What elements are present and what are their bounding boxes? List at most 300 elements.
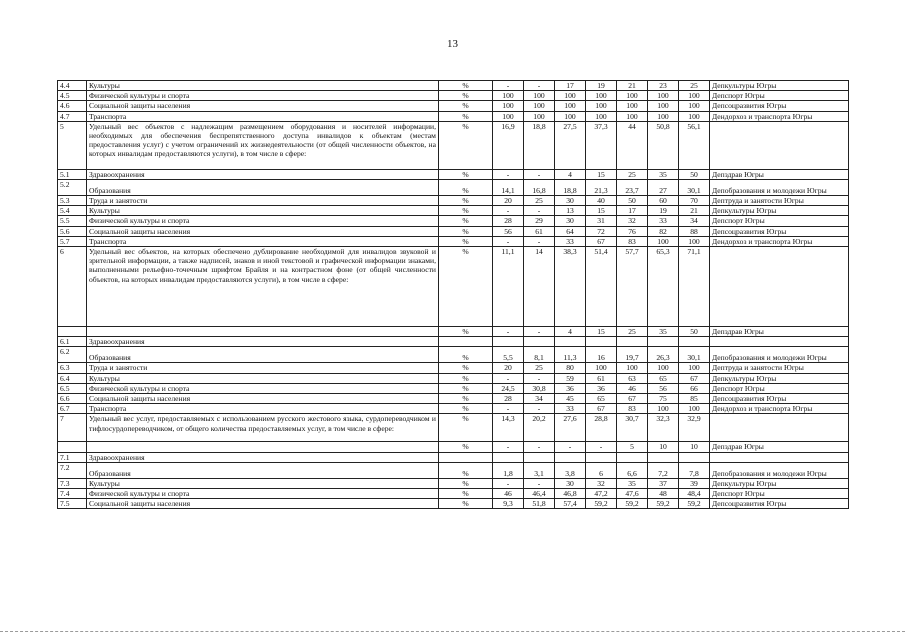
table-row	[58, 91, 849, 101]
row-unit: %	[439, 169, 493, 179]
row-value: -	[493, 236, 524, 246]
row-value: 100	[617, 101, 648, 111]
row-value: 35	[648, 327, 679, 337]
row-number: 5	[58, 121, 87, 169]
row-value: 32	[586, 478, 617, 488]
row-value: -	[524, 373, 555, 383]
row-value: 36	[555, 383, 586, 393]
row-value: 100	[679, 236, 710, 246]
row-number	[58, 327, 87, 337]
row-value: 88	[679, 226, 710, 236]
row-number: 5.6	[58, 226, 87, 236]
row-value: 35	[617, 478, 648, 488]
row-number: 5.7	[58, 236, 87, 246]
row-value: -	[524, 442, 555, 452]
row-value	[617, 452, 648, 462]
row-unit: %	[439, 91, 493, 101]
indicator-table	[57, 80, 849, 509]
row-value: 16,9	[493, 121, 524, 169]
row-description: Социальной защиты населения	[87, 226, 439, 236]
row-value: 28,8	[586, 414, 617, 442]
row-value: -	[493, 327, 524, 337]
row-unit: %	[439, 383, 493, 393]
row-number: 7.1	[58, 452, 87, 462]
row-description: Транспорта	[87, 404, 439, 414]
row-value: 23	[648, 81, 679, 91]
row-value: 100	[586, 363, 617, 373]
table-row	[58, 442, 849, 452]
row-responsible: Депобразования и молодежи Югры	[710, 347, 849, 363]
row-responsible	[710, 414, 849, 442]
row-unit	[439, 337, 493, 347]
row-description: Социальной защиты населения	[87, 499, 439, 509]
row-value: 56	[648, 383, 679, 393]
row-responsible: Депсоцразвития Югры	[710, 394, 849, 404]
row-number: 4.6	[58, 101, 87, 111]
row-value: 46,4	[524, 489, 555, 499]
row-value: 50	[617, 196, 648, 206]
row-value: 61	[586, 373, 617, 383]
row-value	[555, 452, 586, 462]
row-unit	[439, 452, 493, 462]
row-description	[87, 327, 439, 337]
row-value: 100	[524, 101, 555, 111]
row-value: 11,1	[493, 247, 524, 327]
row-description: Транспорта	[87, 236, 439, 246]
row-responsible	[710, 452, 849, 462]
row-value: 65	[586, 394, 617, 404]
row-responsible: Депсоцразвития Югры	[710, 499, 849, 509]
row-value: 5,5	[493, 347, 524, 363]
row-value: -	[493, 478, 524, 488]
table-body	[58, 81, 849, 509]
row-value: -	[524, 327, 555, 337]
row-value: -	[524, 404, 555, 414]
row-value: 25	[524, 196, 555, 206]
row-number: 6.5	[58, 383, 87, 393]
row-value: 21	[617, 81, 648, 91]
table-row	[58, 363, 849, 373]
row-number: 7.2	[58, 462, 87, 478]
row-description: Здравоохранения	[87, 169, 439, 179]
row-value: 21	[679, 206, 710, 216]
row-value: 27,6	[555, 414, 586, 442]
row-value: 65	[648, 373, 679, 383]
row-value: 18,8	[555, 180, 586, 196]
row-value: 47,6	[617, 489, 648, 499]
row-description: Образования	[87, 462, 439, 478]
row-unit: %	[439, 499, 493, 509]
row-value: 10	[679, 442, 710, 452]
row-value: 100	[493, 91, 524, 101]
row-value	[648, 452, 679, 462]
row-responsible: Депсоцразвития Югры	[710, 226, 849, 236]
row-value: 59,2	[648, 499, 679, 509]
table-row	[58, 327, 849, 337]
row-description: Физической культуры и спорта	[87, 383, 439, 393]
row-responsible: Дендорхоз и транспорта Югры	[710, 404, 849, 414]
row-description: Физической культуры и спорта	[87, 216, 439, 226]
row-unit: %	[439, 489, 493, 499]
row-description: Социальной защиты населения	[87, 101, 439, 111]
row-value: 26,3	[648, 347, 679, 363]
row-value: 33	[555, 404, 586, 414]
row-unit: %	[439, 206, 493, 216]
row-value: -	[493, 404, 524, 414]
row-value	[586, 452, 617, 462]
row-description: Образования	[87, 180, 439, 196]
row-value: 48,4	[679, 489, 710, 499]
row-value: 16,8	[524, 180, 555, 196]
row-unit: %	[439, 363, 493, 373]
row-value: 15	[586, 327, 617, 337]
row-responsible: Депздрав Югры	[710, 169, 849, 179]
row-value: 32	[617, 216, 648, 226]
row-value: 67	[617, 394, 648, 404]
row-value: 17	[617, 206, 648, 216]
row-unit: %	[439, 101, 493, 111]
row-description: Культуры	[87, 478, 439, 488]
row-number: 5.4	[58, 206, 87, 216]
row-number: 5.2	[58, 180, 87, 196]
row-value: 37,3	[586, 121, 617, 169]
row-number: 6.3	[58, 363, 87, 373]
table-row	[58, 206, 849, 216]
row-value: 100	[679, 363, 710, 373]
row-value	[648, 337, 679, 347]
row-value: 37	[648, 478, 679, 488]
row-value: 35	[648, 169, 679, 179]
row-responsible: Депспорт Югры	[710, 489, 849, 499]
row-unit: %	[439, 462, 493, 478]
row-responsible: Депкультуры Югры	[710, 206, 849, 216]
row-value: 8,1	[524, 347, 555, 363]
row-responsible: Дендорхоз и транспорта Югры	[710, 111, 849, 121]
row-unit: %	[439, 111, 493, 121]
row-value: 76	[617, 226, 648, 236]
row-value: 48	[648, 489, 679, 499]
row-value: 51,4	[586, 247, 617, 327]
row-value: 7,8	[679, 462, 710, 478]
row-responsible: Дептруда и занятости Югры	[710, 196, 849, 206]
row-value: 67	[586, 236, 617, 246]
row-unit: %	[439, 121, 493, 169]
row-value: 100	[648, 404, 679, 414]
row-value: 45	[555, 394, 586, 404]
row-value: 100	[586, 101, 617, 111]
row-description: Здравоохранения	[87, 337, 439, 347]
row-value	[524, 337, 555, 347]
row-value: 14,1	[493, 180, 524, 196]
row-value: 100	[648, 363, 679, 373]
row-value: 17	[555, 81, 586, 91]
row-number: 6.4	[58, 373, 87, 383]
table-row	[58, 216, 849, 226]
row-value: -	[493, 206, 524, 216]
row-value: 63	[617, 373, 648, 383]
row-value: 33	[555, 236, 586, 246]
row-responsible: Депкультуры Югры	[710, 478, 849, 488]
row-value: 39	[679, 478, 710, 488]
row-responsible: Депобразования и молодежи Югры	[710, 180, 849, 196]
row-value: 24,5	[493, 383, 524, 393]
row-value	[617, 337, 648, 347]
table-row	[58, 169, 849, 179]
row-value: 6	[586, 462, 617, 478]
row-value: 100	[555, 91, 586, 101]
row-description: Культуры	[87, 373, 439, 383]
row-value: 100	[524, 111, 555, 121]
row-value: -	[493, 81, 524, 91]
row-number: 6.6	[58, 394, 87, 404]
row-value: 71,1	[679, 247, 710, 327]
row-value: -	[493, 373, 524, 383]
row-value: 27	[648, 180, 679, 196]
row-value: 100	[648, 91, 679, 101]
row-value: -	[524, 478, 555, 488]
row-value: 20,2	[524, 414, 555, 442]
row-description: Культуры	[87, 206, 439, 216]
row-value: 11,3	[555, 347, 586, 363]
row-value: 61	[524, 226, 555, 236]
table-row	[58, 101, 849, 111]
row-value: -	[524, 169, 555, 179]
row-responsible: Депсоцразвития Югры	[710, 101, 849, 111]
row-description: Транспорта	[87, 111, 439, 121]
row-description: Образования	[87, 347, 439, 363]
row-value: -	[524, 81, 555, 91]
row-value: 100	[679, 101, 710, 111]
row-unit: %	[439, 478, 493, 488]
row-value: -	[493, 169, 524, 179]
row-value: 85	[679, 394, 710, 404]
row-description: Физической культуры и спорта	[87, 91, 439, 101]
row-description: Удельный вес объектов, на которых обеспечено дублирование необходимой для инвалидов звуковой и зрительной информации, а также надписей, знаков и иной текстовой и графической информации знаками, выполненными рельефно-точечным шрифтом Брайля и на контрастном фоне (от общей численности объектов, на которых инвалидам предоставляются услуги), в том числе в сфере:	[87, 247, 439, 327]
row-value	[493, 452, 524, 462]
row-number: 5.3	[58, 196, 87, 206]
row-value: 64	[555, 226, 586, 236]
row-responsible	[710, 247, 849, 327]
row-responsible	[710, 121, 849, 169]
row-value: 59,2	[617, 499, 648, 509]
row-value: 59,2	[679, 499, 710, 509]
row-value: 3,8	[555, 462, 586, 478]
table-row	[58, 373, 849, 383]
row-responsible: Дептруда и занятости Югры	[710, 363, 849, 373]
row-unit: %	[439, 414, 493, 442]
row-value: 34	[679, 216, 710, 226]
row-value: 30,1	[679, 180, 710, 196]
row-value: 100	[679, 91, 710, 101]
row-description: Социальной защиты населения	[87, 394, 439, 404]
row-value: 13	[555, 206, 586, 216]
row-value: 23,7	[617, 180, 648, 196]
row-number: 6	[58, 247, 87, 327]
row-unit: %	[439, 236, 493, 246]
row-value: 46	[617, 383, 648, 393]
table-row	[58, 452, 849, 462]
row-value: 38,3	[555, 247, 586, 327]
row-value: 50	[679, 169, 710, 179]
table-row	[58, 404, 849, 414]
row-unit: %	[439, 347, 493, 363]
row-value: 100	[524, 91, 555, 101]
row-value: 67	[586, 404, 617, 414]
row-value: 25	[617, 169, 648, 179]
row-responsible: Депспорт Югры	[710, 91, 849, 101]
row-responsible: Депздрав Югры	[710, 442, 849, 452]
row-value: 50,8	[648, 121, 679, 169]
row-value: 46	[493, 489, 524, 499]
row-value: 7,2	[648, 462, 679, 478]
row-value: 30,7	[617, 414, 648, 442]
row-responsible: Депкультуры Югры	[710, 81, 849, 91]
table-row	[58, 180, 849, 196]
row-value: 19	[648, 206, 679, 216]
table-row	[58, 478, 849, 488]
row-value: 82	[648, 226, 679, 236]
row-description: Труда и занятости	[87, 196, 439, 206]
table-row	[58, 226, 849, 236]
row-value: 100	[648, 236, 679, 246]
row-value: 50	[679, 327, 710, 337]
row-value: 30,8	[524, 383, 555, 393]
row-value: 30,1	[679, 347, 710, 363]
row-value: -	[493, 442, 524, 452]
row-value: 25	[524, 363, 555, 373]
row-value: 36	[586, 383, 617, 393]
row-value: 51,8	[524, 499, 555, 509]
row-value: 20	[493, 196, 524, 206]
row-value	[679, 452, 710, 462]
row-value: -	[555, 442, 586, 452]
row-value: 100	[555, 111, 586, 121]
row-number: 4.7	[58, 111, 87, 121]
row-number: 6.1	[58, 337, 87, 347]
row-description: Удельный вес объектов с надлежащим размещением оборудования и носителей информации, необходимых для обеспечения беспрепятственного доступа инвалидов к объектам (местам предоставления услуг) с учетом ограничений их жизнедеятельности (от общей численности объектов, на которых инвалидам предоставляются услуги), в том числе в сфере:	[87, 121, 439, 169]
row-value: 47,2	[586, 489, 617, 499]
table-row	[58, 499, 849, 509]
row-value	[493, 337, 524, 347]
row-value: 67	[679, 373, 710, 383]
row-value: 28	[493, 216, 524, 226]
row-number: 4.4	[58, 81, 87, 91]
row-value: 25	[617, 327, 648, 337]
row-value: 65,3	[648, 247, 679, 327]
row-value	[679, 337, 710, 347]
table-row	[58, 247, 849, 327]
row-value: 15	[586, 206, 617, 216]
row-value: 20	[493, 363, 524, 373]
row-responsible: Депспорт Югры	[710, 216, 849, 226]
row-value: 16	[586, 347, 617, 363]
row-value: 31	[586, 216, 617, 226]
row-value: 57,7	[617, 247, 648, 327]
row-value: 100	[555, 101, 586, 111]
row-value: 5	[617, 442, 648, 452]
table-row	[58, 414, 849, 442]
row-unit: %	[439, 216, 493, 226]
table-row	[58, 347, 849, 363]
table-row	[58, 196, 849, 206]
row-description: Физической культуры и спорта	[87, 489, 439, 499]
row-value: 32,9	[679, 414, 710, 442]
row-value: 28	[493, 394, 524, 404]
row-number: 7.5	[58, 499, 87, 509]
row-number: 5.1	[58, 169, 87, 179]
row-value: 19	[586, 81, 617, 91]
row-value: 66	[679, 383, 710, 393]
row-value: 83	[617, 404, 648, 414]
row-responsible: Депобразования и молодежи Югры	[710, 462, 849, 478]
row-value: 34	[524, 394, 555, 404]
row-value: 1,8	[493, 462, 524, 478]
row-value: 100	[648, 111, 679, 121]
row-value: 70	[679, 196, 710, 206]
row-number: 4.5	[58, 91, 87, 101]
scan-edge-line	[0, 631, 905, 632]
row-value: 100	[493, 111, 524, 121]
row-unit: %	[439, 327, 493, 337]
row-unit: %	[439, 180, 493, 196]
row-value: 30	[555, 478, 586, 488]
row-unit: %	[439, 81, 493, 91]
row-value: 19,7	[617, 347, 648, 363]
row-value: 100	[617, 363, 648, 373]
row-number: 6.7	[58, 404, 87, 414]
row-value: 100	[648, 101, 679, 111]
row-unit: %	[439, 247, 493, 327]
row-responsible: Дендорхоз и транспорта Югры	[710, 236, 849, 246]
row-responsible	[710, 337, 849, 347]
row-value	[524, 452, 555, 462]
row-value: 100	[493, 101, 524, 111]
row-number: 7.3	[58, 478, 87, 488]
row-description: Здравоохранения	[87, 452, 439, 462]
row-value: 27,5	[555, 121, 586, 169]
row-value: 21,3	[586, 180, 617, 196]
row-value: 10	[648, 442, 679, 452]
row-number: 6.2	[58, 347, 87, 363]
table-row	[58, 121, 849, 169]
table-row	[58, 81, 849, 91]
row-responsible: Депспорт Югры	[710, 383, 849, 393]
row-description	[87, 442, 439, 452]
row-value: -	[524, 206, 555, 216]
row-value: 4	[555, 169, 586, 179]
table-row	[58, 489, 849, 499]
row-value: 100	[679, 404, 710, 414]
row-responsible: Депкультуры Югры	[710, 373, 849, 383]
row-value: 57,4	[555, 499, 586, 509]
row-value: 80	[555, 363, 586, 373]
row-value: 40	[586, 196, 617, 206]
row-unit: %	[439, 226, 493, 236]
table-row	[58, 394, 849, 404]
page-number: 13	[447, 38, 458, 50]
row-value: 56	[493, 226, 524, 236]
table-row	[58, 236, 849, 246]
row-unit: %	[439, 196, 493, 206]
row-value: 14	[524, 247, 555, 327]
row-value: 15	[586, 169, 617, 179]
row-number: 5.5	[58, 216, 87, 226]
row-value: -	[586, 442, 617, 452]
row-value: 30	[555, 196, 586, 206]
row-unit: %	[439, 373, 493, 383]
row-unit: %	[439, 394, 493, 404]
table-row	[58, 111, 849, 121]
